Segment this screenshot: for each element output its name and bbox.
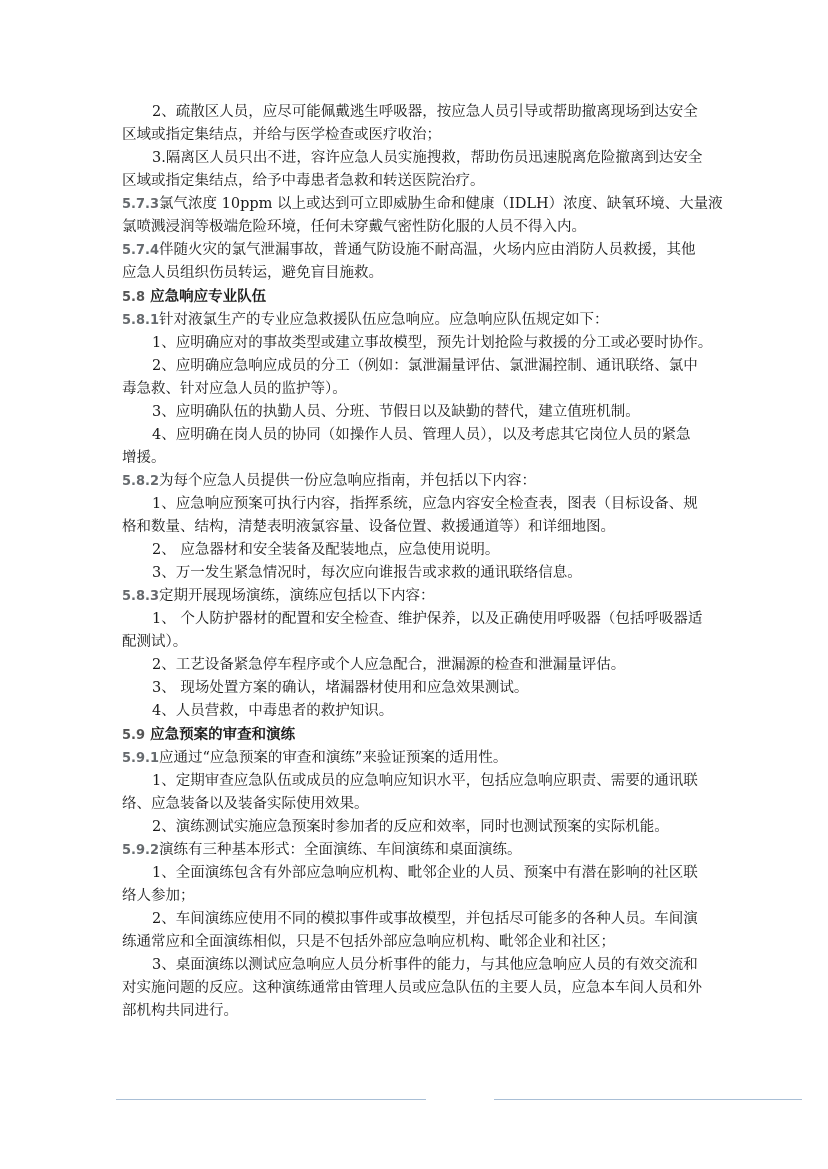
line-text: 3、桌面演练以测试应急响应人员分析事件的能力，与其他应急响应人员的有效交流和: [152, 957, 698, 973]
continuation-line: [122, 216, 704, 239]
line-text: 4、应明确在岗人员的协同（如操作人员、管理人员），以及考虑其它岗位人员的紧急: [152, 427, 691, 443]
line-text: 氯喷溅浸润等极端危险环境，任何未穿戴气密性防化服的人员不得入内。: [122, 219, 586, 235]
clause-number: 5.9.1: [122, 751, 160, 766]
line-text: 4、人员营救，中毒患者的救护知识。: [152, 703, 394, 719]
clause-line: [122, 470, 704, 493]
line-text: 2、 应急器材和安全装备及配装地点，应急使用说明。: [152, 542, 500, 558]
list-item-line: [122, 332, 713, 355]
clause-number: 5.8.3: [122, 589, 160, 604]
line-text: 对实施问题的反应。这种演练通常由管理人员或应急队伍的主要人员，应急本车间人员和外: [122, 980, 702, 996]
clause-line: [122, 839, 704, 862]
line-text: 3.隔离区人员只出不进，容许应急人员实施搜救，帮助伤员迅速脱离危险撤离到达安全: [152, 150, 703, 166]
line-text: 1、应明确应对的事故类型或建立事故模型，预先计划抢险与救援的分工或必要时协作。: [152, 335, 713, 351]
line-text: 2、演练测试实施应急预案时参加者的反应和效率，同时也测试预案的实际机能。: [152, 819, 669, 835]
line-text: 应急预案的审查和演练: [150, 726, 296, 743]
continuation-line: [122, 447, 704, 470]
continuation-line: [122, 170, 704, 193]
line-text: 部机构共同进行。: [122, 1003, 238, 1019]
continuation-line: [122, 631, 704, 654]
continuation-line: [122, 378, 704, 401]
line-text: 格和数量、结构，清楚表明液氯容量、设备位置、救援通道等）和详细地图。: [122, 519, 615, 535]
clause-line: [122, 239, 704, 262]
clause-number: 5.8: [122, 290, 146, 305]
line-text: 伴随火灾的氯气泄漏事故，普通气防设施不耐高温，火场内应由消防人员救援，其他: [159, 242, 696, 258]
line-text: 2、应明确应急响应成员的分工（例如：氯泄漏量评估、氯泄漏控制、通讯联络、氯中: [152, 358, 698, 374]
list-item-line: [122, 424, 704, 447]
line-text: 1、定期审查应急队伍或成员的应急响应知识水平，包括应急响应职责、需要的通讯联: [152, 773, 698, 789]
clause-number: 5.7.4: [122, 243, 160, 258]
line-text: 区域或指定集结点，给予中毒患者急救和转送医院治疗。: [122, 173, 485, 189]
list-item-line: [122, 862, 704, 885]
line-text: 2、疏散区人员，应尽可能佩戴逃生呼吸器，按应急人员引导或帮助撤离现场到达安全: [152, 104, 698, 120]
line-text: 增援。: [122, 450, 166, 466]
line-text: 络人参加；: [122, 888, 195, 904]
line-text: 3、万一发生紧急情况时，每次应向谁报告或求救的通讯联络信息。: [152, 565, 582, 581]
line-text: 为每个应急人员提供一份应急响应指南，并包括以下内容：: [159, 473, 537, 489]
list-item-line: [122, 608, 704, 631]
footer-divider-right: [494, 1099, 802, 1100]
line-text: 1、应急响应预案可执行内容，指挥系统，应急内容安全检查表，图表（目标设备、规: [152, 496, 698, 512]
list-item-line: [122, 101, 704, 124]
clause-number: 5.8.2: [122, 474, 160, 489]
clause-number: 5.9: [122, 728, 146, 743]
list-item-line: [122, 355, 704, 378]
line-text: 氯气浓度 10ppm 以上或达到可立即威胁生命和健康（IDLH）浓度、缺氧环境、大量液: [159, 196, 723, 212]
line-text: 应通过“应急预案的审查和演练”来验证预案的适用性。: [159, 750, 508, 766]
line-text: 针对液氯生产的专业应急救援队伍应急响应。应急响应队伍规定如下：: [159, 312, 609, 328]
document-body: [122, 101, 723, 1023]
list-item-line: [122, 816, 704, 839]
list-item-line: [122, 562, 704, 585]
line-text: 演练有三种基本形式：全面演练、车间演练和桌面演练。: [159, 842, 522, 858]
clause-number: 5.9.2: [122, 843, 160, 858]
continuation-line: [122, 885, 704, 908]
clause-line: [122, 193, 723, 216]
list-item-line: [122, 908, 704, 931]
list-item-line: [122, 493, 704, 516]
continuation-line: [122, 931, 704, 954]
line-text: 配测试）。: [122, 634, 188, 650]
continuation-line: [122, 124, 704, 147]
clause-line: [122, 747, 704, 770]
list-item-line: [122, 539, 704, 562]
list-item-line: [122, 677, 704, 700]
line-text: 定期开展现场演练，演练应包括以下内容：: [159, 588, 435, 604]
continuation-line: [122, 516, 704, 539]
line-text: 应急响应专业队伍: [150, 288, 267, 305]
continuation-line: [122, 1000, 704, 1023]
list-item-line: [122, 654, 704, 677]
footer-divider-left: [116, 1099, 426, 1100]
line-text: 毒急救、针对应急人员的监护等）。: [122, 381, 347, 397]
section-heading: [122, 285, 704, 309]
list-item-line: [122, 954, 704, 977]
list-item-line: [122, 401, 704, 424]
line-text: 区域或指定集结点，并给与医学检查或医疗收治；: [122, 127, 441, 143]
clause-number: 5.8.1: [122, 313, 160, 328]
line-text: 3、应明确队伍的执勤人员、分班、节假日以及缺勤的替代，建立值班机制。: [152, 404, 640, 420]
line-text: 3、 现场处置方案的确认，堵漏器材使用和应急效果测试。: [152, 680, 529, 696]
line-text: 1、全面演练包含有外部应急响应机构、毗邻企业的人员、预案中有潜在影响的社区联: [152, 865, 698, 881]
continuation-line: [122, 977, 704, 1000]
list-item-line: [122, 700, 704, 723]
clause-line: [122, 585, 704, 608]
line-text: 2、车间演练应使用不同的模拟事件或事故模型，并包括尽可能多的各种人员。车间演: [152, 911, 698, 927]
list-item-line: [122, 770, 704, 793]
line-text: 1、 个人防护器材的配置和安全检查、维护保养，以及正确使用呼吸器（包括呼吸器适: [152, 611, 703, 627]
clause-number: 5.7.3: [122, 197, 160, 212]
line-text: 2、工艺设备紧急停车程序或个人应急配合，泄漏源的检查和泄漏量评估。: [152, 657, 626, 673]
clause-line: [122, 309, 704, 332]
continuation-line: [122, 262, 704, 285]
line-text: 应急人员组织伤员转运，避免盲目施救。: [122, 265, 383, 281]
list-item-line: [122, 147, 704, 170]
line-text: 络、应急装备以及装备实际使用效果。: [122, 796, 369, 812]
section-heading: [122, 723, 704, 747]
line-text: 练通常应和全面演练相似，只是不包括外部应急响应机构、毗邻企业和社区；: [122, 934, 615, 950]
continuation-line: [122, 793, 704, 816]
